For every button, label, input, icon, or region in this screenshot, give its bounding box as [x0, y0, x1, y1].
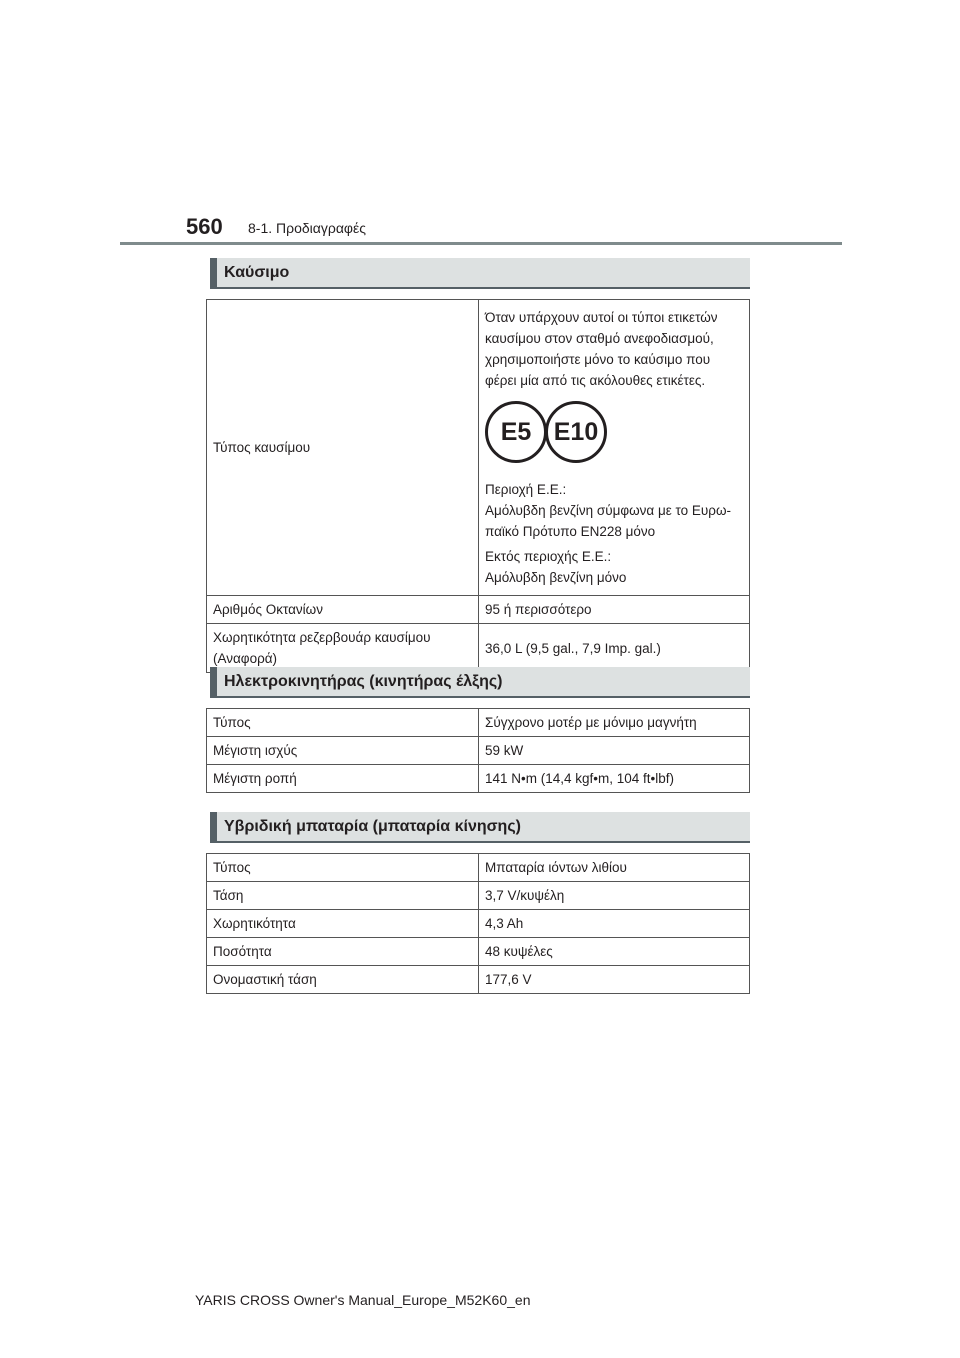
fuel-type-note: Όταν υπάρχουν αυτοί οι τύποι ετικετών καυσίμου στον σταθμό ανεφοδιασμού, χρησιμοποιήστε μόνο το καύσιμο που φέρει μία από τις ακόλουθες ετικέτες.: [485, 310, 718, 388]
motor-section-title: Ηλεκτροκινητήρας (κινητήρας έλξης): [224, 673, 503, 690]
capacity-value: 4,3 Ah: [479, 910, 750, 938]
fuel-table: [206, 299, 750, 673]
fuel-section-header: [210, 258, 750, 289]
table-row: [207, 709, 750, 737]
outside-eu-text: Αμόλυβδη βενζίνη μόνο: [485, 570, 627, 585]
page-number: 560: [186, 214, 223, 239]
motor-section-header: [210, 667, 750, 698]
footer-text: YARIS CROSS Owner's Manual_Europe_M52K60_en: [195, 1292, 531, 1308]
max-power-label: Μέγιστη ισχύς: [207, 737, 479, 765]
motor-type-value: Σύγχρονο μοτέρ με μόνιμο μαγνήτη: [479, 709, 750, 737]
tank-capacity-value: 36,0 L (9,5 gal., 7,9 Imp. gal.): [479, 624, 750, 673]
quantity-label: Ποσότητα: [207, 938, 479, 966]
header-rule: [120, 242, 842, 245]
section-marker: [210, 812, 217, 841]
eu-region-text: Αμόλυβδη βενζίνη σύμφωνα με το Ευρω-παϊκό Πρότυπο EN228 μόνο: [485, 503, 732, 539]
table-row: [207, 765, 750, 793]
outside-eu-block: [485, 546, 743, 588]
table-row: [207, 624, 750, 673]
battery-section-title: Υβριδική μπαταρία (μπαταρία κίνησης): [224, 818, 521, 835]
voltage-value: 3,7 V/κυψέλη: [479, 882, 750, 910]
fuel-type-value: [479, 300, 750, 596]
battery-type-value: Μπαταρία ιόντων λιθίου: [479, 854, 750, 882]
outside-eu-label: Εκτός περιοχής Ε.Ε.:: [485, 549, 612, 564]
eu-region-label: Περιοχή Ε.Ε.:: [485, 482, 567, 497]
table-row: [207, 966, 750, 994]
battery-section-header: [210, 812, 750, 843]
e10-fuel-logo-icon: E10: [545, 401, 607, 463]
battery-type-label: Τύπος: [207, 854, 479, 882]
nominal-voltage-value: 177,6 V: [479, 966, 750, 994]
table-row: [207, 300, 750, 596]
fuel-section-title: Καύσιμο: [224, 264, 290, 281]
max-torque-value: 141 N•m (14,4 kgf•m, 104 ft•lbf): [479, 765, 750, 793]
motor-type-label: Τύπος: [207, 709, 479, 737]
table-row: [207, 854, 750, 882]
octane-value: 95 ή περισσότερο: [479, 596, 750, 624]
table-row: [207, 910, 750, 938]
capacity-label: Χωρητικότητα: [207, 910, 479, 938]
section-marker: [210, 258, 217, 287]
section-marker: [210, 667, 217, 696]
eu-region-block: [485, 479, 743, 542]
table-row: [207, 596, 750, 624]
nominal-voltage-label: Ονομαστική τάση: [207, 966, 479, 994]
quantity-value: 48 κυψέλες: [479, 938, 750, 966]
table-row: [207, 882, 750, 910]
motor-table: [206, 708, 750, 793]
table-row: [207, 938, 750, 966]
voltage-label: Τάση: [207, 882, 479, 910]
section-title: 8-1. Προδιαγραφές: [248, 220, 366, 236]
octane-label: Αριθμός Οκτανίων: [207, 596, 479, 624]
e5-fuel-logo-icon: E5: [485, 401, 547, 463]
fuel-type-label: Τύπος καυσίμου: [207, 300, 479, 596]
max-torque-label: Μέγιστη ροπή: [207, 765, 479, 793]
battery-table: [206, 853, 750, 994]
fuel-label-logos: [485, 401, 743, 469]
tank-capacity-label: Χωρητικότητα ρεζερβουάρ καυσίμου (Αναφορά): [207, 624, 479, 673]
table-row: [207, 737, 750, 765]
max-power-value: 59 kW: [479, 737, 750, 765]
